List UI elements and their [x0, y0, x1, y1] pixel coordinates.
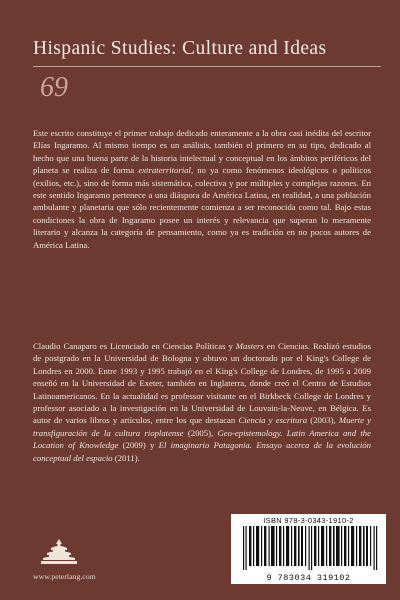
peter-lang-logo-icon: [37, 538, 81, 568]
publisher-url[interactable]: www.peterlang.com: [33, 572, 96, 581]
book-title: Muerte y transfiguración de la cultura rioplatense: [33, 415, 371, 438]
book-title: El imaginario Patagonia. Ensayo acerca de la evolución conceptual del espacio: [33, 440, 371, 463]
bio-paragraph: [33, 340, 371, 464]
blurb-paragraph: [33, 127, 371, 251]
blurb-text: [33, 127, 371, 251]
isbn-label: ISBN 978-3-0343-1910-2: [263, 516, 354, 525]
barcode-bars: [241, 526, 381, 570]
barcode-digits: 9 783034 319102: [266, 573, 351, 583]
bio-part: (2009) y: [118, 440, 159, 451]
bio-part: (2003),: [307, 415, 339, 426]
title-rule: [33, 66, 381, 67]
volume-number: 69: [40, 72, 68, 103]
series-title: Hispanic Studies: Culture and Ideas: [33, 38, 327, 59]
author-bio: [33, 340, 371, 464]
bio-part: (2005),: [183, 427, 218, 438]
book-title: Ciencia y escritura: [238, 415, 308, 426]
blurb-emphasis: extraterritorial: [138, 165, 191, 176]
book-title: Geo-epistemology. Latin America and the Location of Knowledge: [33, 427, 371, 451]
bio-part: en Ciencias. Realizó estudios de postgrado en la Universidad de Bologna y obtuvo un doctorado por el King's College de Londres en 2000. Entre 1993 y 1995 trabajó en el King's College de Londres, de 1995 a 2009 enseñó en la Universidad de Exeter, también en Inglaterra, donde creó el Centro de Estudios Latinoamericanos. En la actualidad es professor visitante en el Birkbeck College de Londres y professor asociado a la investigación en la Universidad de Louvain-la-Neuve, en Bélgica. Es autor de varios libros y artículos, entre los que destacan: [33, 341, 371, 426]
barcode: [231, 514, 386, 584]
blurb-part: Este escrito constituye el primer trabajo dedicado enteramente a la obra casi inédita del escritor Elías Ingaramo. Al mismo tiempo es un análisis, también el primero en su tipo, dedicado al hecho que una buena parte de la historia intelectual y conceptual en los ámbitos periféricos del planeta se realiza de forma: [33, 128, 371, 176]
blurb-part: , no ya como fenómenos ideológicos o políticos (exilios, etc.), sino de forma más sistemática, colectiva y por múltiples y complejas razones. En este sentido Ingaramo pertenece a una diáspora de América Latina, en realidad, a una población ambulante y planetaria que sólo recientemente comienza a ser reconocida como tal. Bajo estas condiciones la obra de Ingaramo posee un interés y relevancia que superan lo meramente literario y alcanza la categoría de pensamiento, como ya es tradición en no pocos autores de América Latina.: [33, 165, 372, 250]
bio-part: (2011).: [112, 452, 140, 463]
bio-emphasis: Masters: [235, 341, 264, 351]
bio-part: Claudio Canaparo es Licenciado en Ciencias Políticas y: [33, 341, 236, 351]
